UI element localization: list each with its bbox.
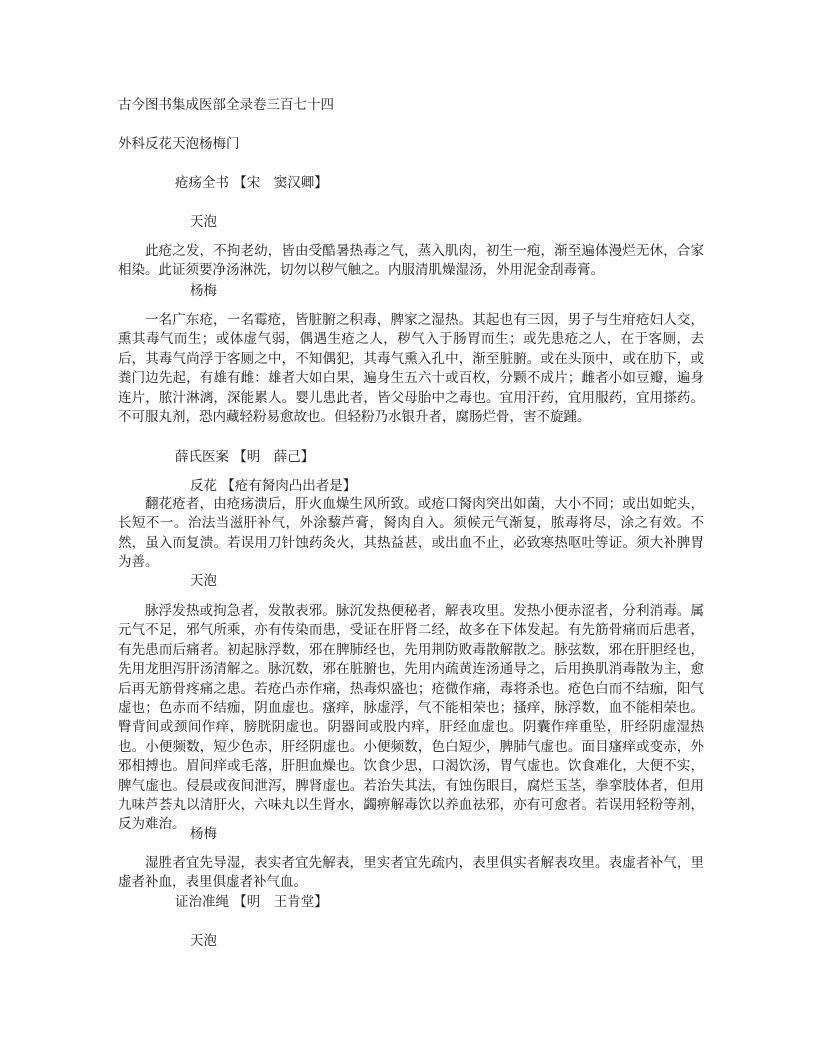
- paragraph-yangmei-1: 一名广东疮，一名霉疮，皆脏腑之积毒，脾家之湿热。其起也有三因，男子与生疳疮妇人交，熏其毒气而生；或体虚气弱，偶遇生疮之人，秽气入于肠胃而生；或先患疮之人，在于客厕，去后，其毒气尚浮于客厕之中，不知偶犯，其毒气熏入孔中，渐至脏腑。或在头顶中，或在肋下，或粪门边先起，有雄有雌：雄者大如白果，遍身生五六十或百枚，分颗不成片；雌者小如豆瓣，遍身连片，脓汁淋漓，深能累人。婴儿患此者，皆父母胎中之毒也。宜用汗药，宜用服药，宜用搽药。不可服丸剂，恐内藏轻粉易愈故也。但轻粉乃水银升者，腐肠烂骨，害不旋踵。: [118, 312, 704, 426]
- subheading-fanhua: 反花 【疮有胬肉凸出者是】: [190, 478, 357, 494]
- paragraph-tianpao-1: 此疮之发，不拘老幼，皆由受酷暑热毒之气，蒸入肌肉，初生一疱，渐至遍体漫烂无休，合家相染。此证须要净汤淋洗，切勿以秽气触之。内服清肌燥湿汤，外用泥金刮毒膏。: [118, 243, 704, 279]
- source-heading-2: 薛氏医案 【明 薛己】: [175, 449, 315, 465]
- source-heading-1: 疮疡全书 【宋 窦汉卿】: [175, 175, 328, 191]
- subheading-tianpao-3: 天泡: [190, 933, 217, 949]
- subheading-yangmei-2: 杨梅: [190, 826, 217, 842]
- paragraph-fanhua: 翻花疮者，由疮疡溃后，肝火血燥生风所致。或疮口胬肉突出如菌，大小不同；或出如蛇头，长短不一。治法当滋肝补气，外涂藜芦膏，胬肉自入。须候元气渐复，脓毒将尽，涂之有效。不然，虽入而复溃。若误用刀针蚀药灸火，其热益甚，或出血不止，必致寒热呕吐等证。须大补脾胃为善。: [118, 496, 704, 571]
- subheading-yangmei-1: 杨梅: [190, 283, 217, 299]
- section-title: 外科反花天泡杨梅门: [118, 136, 240, 152]
- paragraph-tianpao-2: 脉浮发热或拘急者，发散表邪。脉沉发热便秘者，解表攻里。发热小便赤涩者，分利消毒。属元气不足，邪气所乘，亦有传染而患，受证在肝肾二经，故多在下体发起。有先筋骨痛而后患者，有先患而后痛者。初起脉浮数，邪在脾肺经也，先用荆防败毒散解散之。脉弦数，邪在肝胆经也，先用龙胆泻肝汤清解之。脉沉数，邪在脏腑也，先用内疏黄连汤通导之，后用换肌消毒散为主，愈后再无筋骨疼痛之患。若疮凸赤作痛，热毒炽盛也；疮微作痛，毒将杀也。疮色白而不结痂，阳气虚也；色赤而不结痂，阴血虚也。瘙痒，脉虚浮，气不能相荣也；搔痒，脉浮数，血不能相荣也。臀背间或颈间作痒，膀胱阴虚也。阴器间或股内痒，肝经血虚也。阴囊作痒重坠，肝经阴虚湿热也。小便频数，短少色赤，肝经阴虚也。小便频数，色白短少，脾肺气虚也。面目瘙痒或变赤，外邪相搏也。眉间痒或毛落，肝胆血燥也。饮食少思，口渴饮汤，胃气虚也。饮食难化，大便不实，脾气虚也。侵晨或夜间泄泻，脾肾虚也。若治失其法，有蚀伤眼目，腐烂玉茎，拳挛肢体者，但用九味芦荟丸以清肝火，六味丸以生肾水，蠲痹解毒饮以养血祛邪，亦有可愈者。若误用轻粉等剂，反为难治。: [118, 603, 704, 833]
- paragraph-yangmei-2: 湿胜者宜先导湿，表实者宜先解表，里实者宜先疏内，表里俱实者解表攻里。表虚者补气，里虚者补血，表里俱虚者补气血。: [118, 855, 704, 891]
- subheading-tianpao-2: 天泡: [190, 573, 217, 589]
- source-heading-3: 证治准绳 【明 王肯堂】: [175, 894, 328, 910]
- document-title: 古今图书集成医部全录卷三百七十四: [118, 97, 334, 113]
- subheading-tianpao-1: 天泡: [190, 214, 217, 230]
